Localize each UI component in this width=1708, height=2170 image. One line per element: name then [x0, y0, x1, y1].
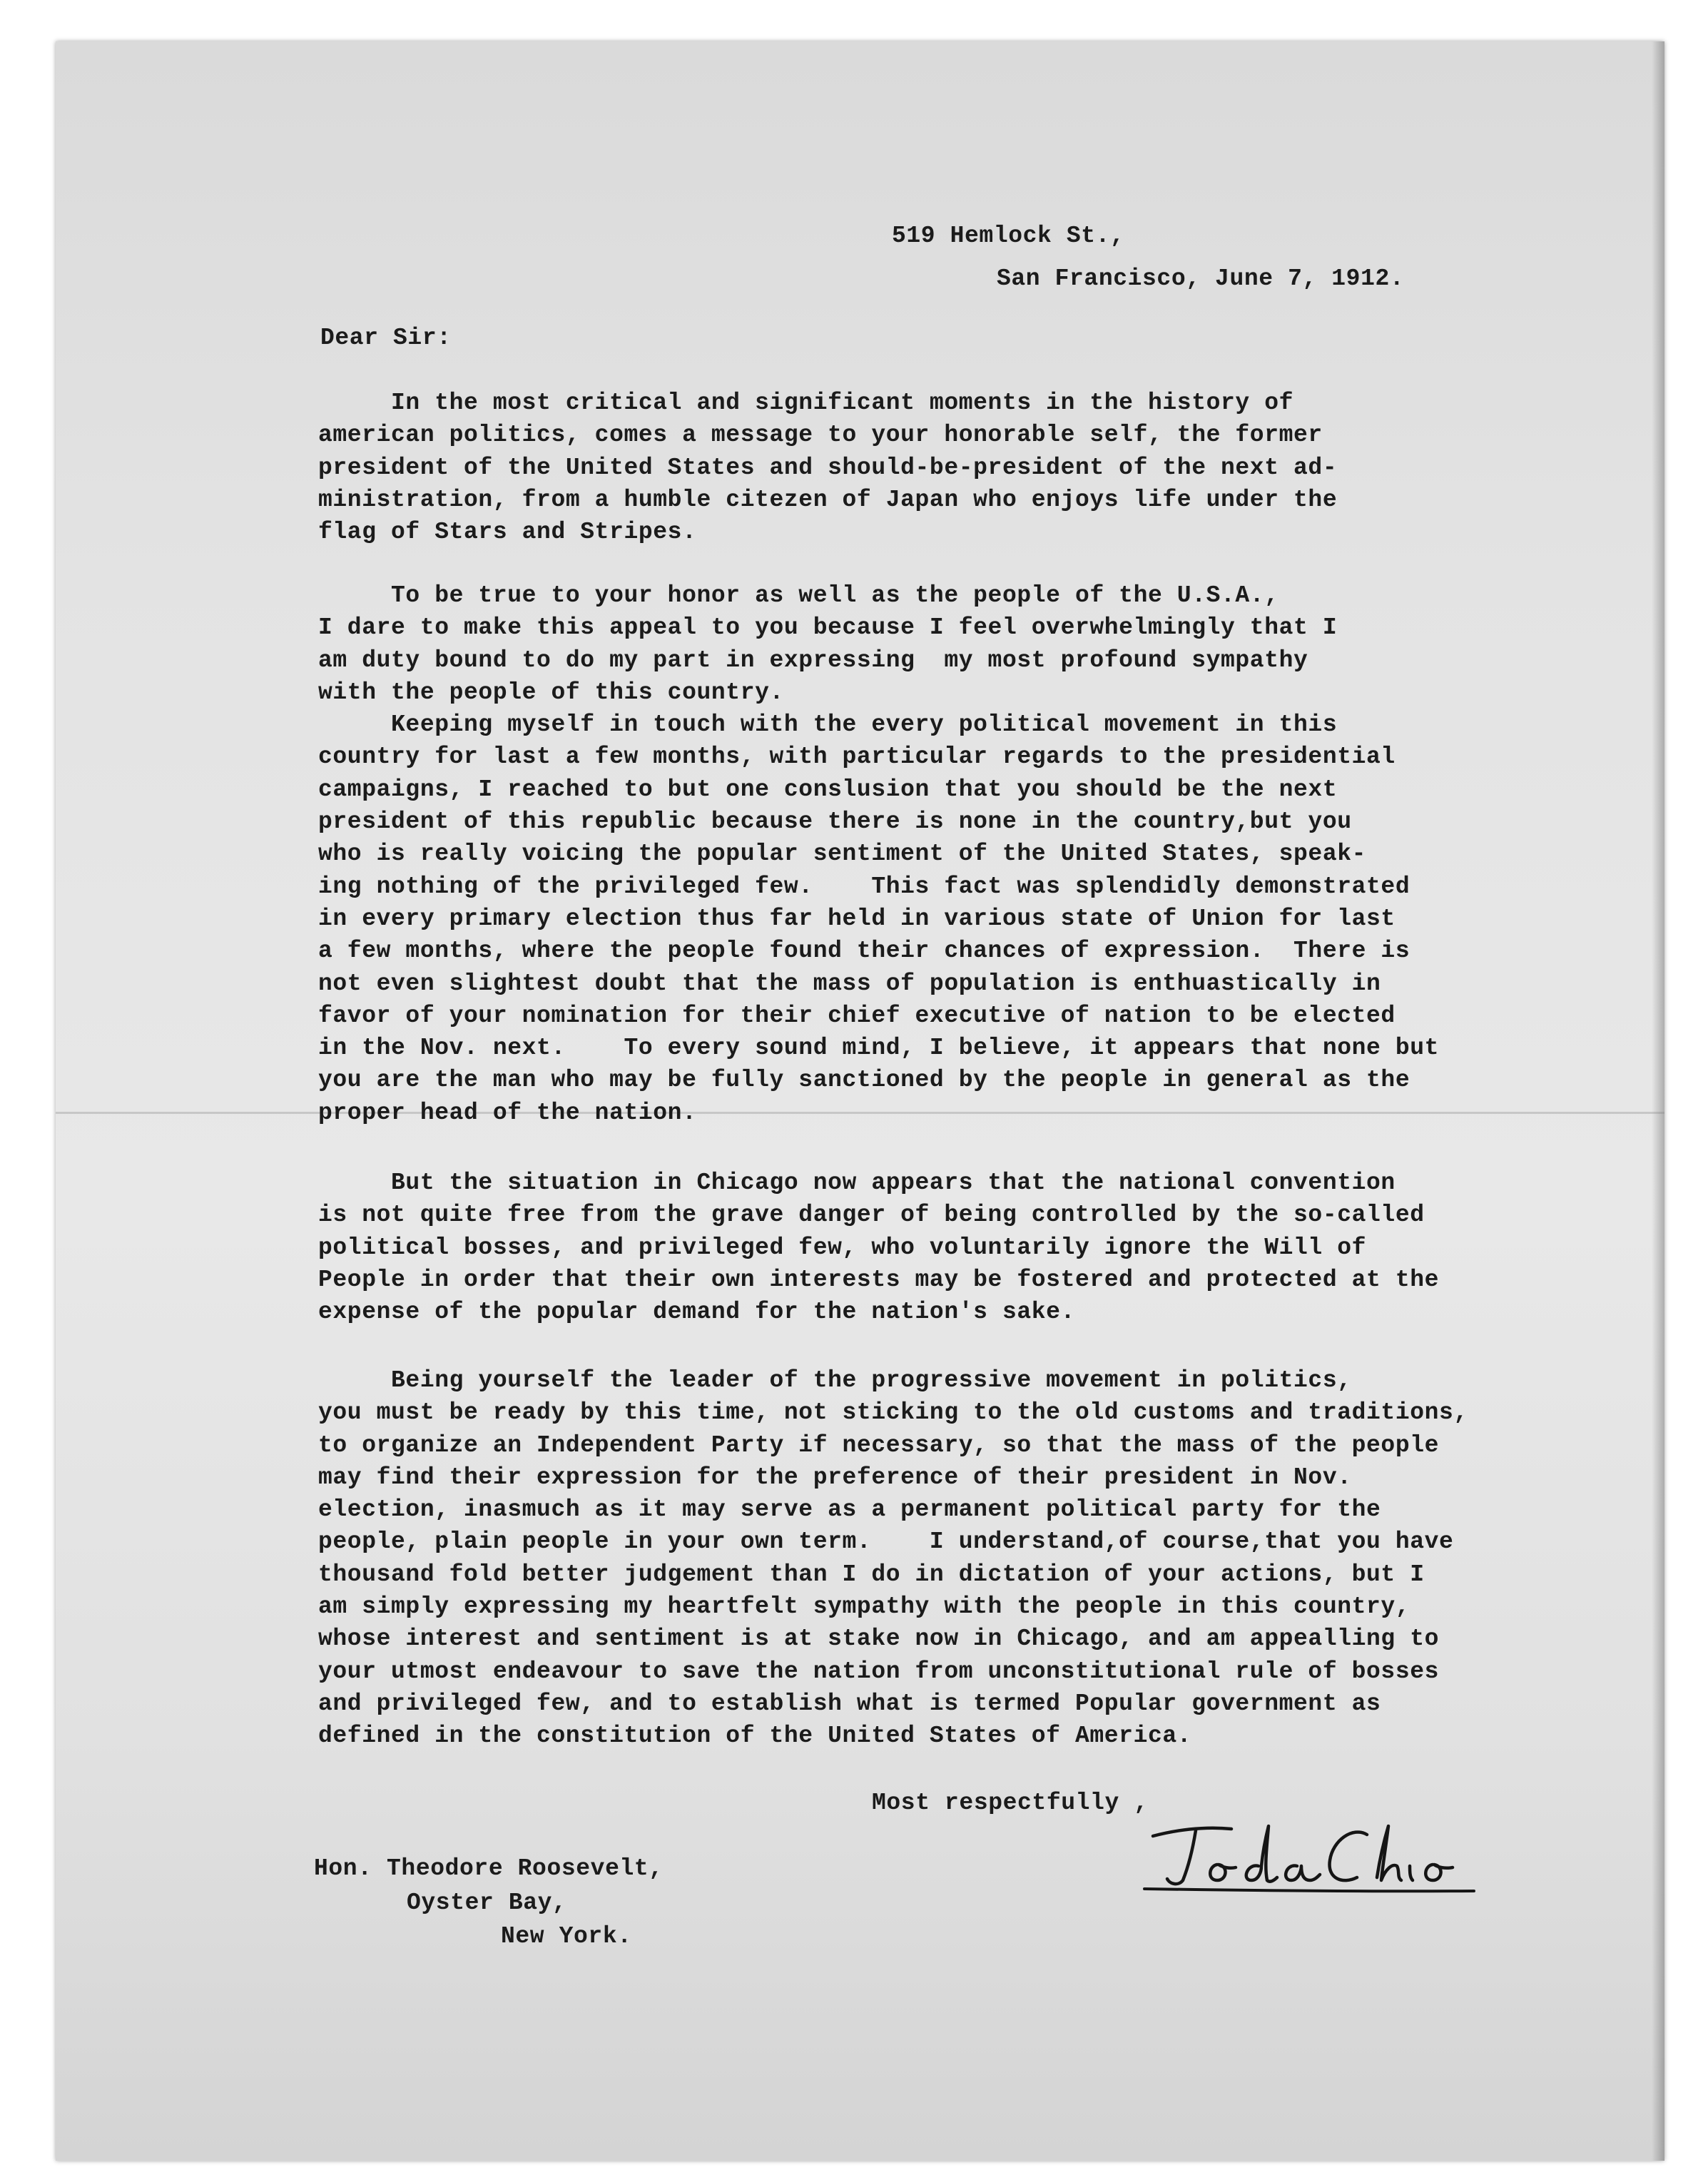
- paragraph-4: [318, 1364, 1468, 1753]
- text-line: president of this republic because there is none in the country,but you: [318, 808, 1352, 836]
- text-line: you are the man who may be fully sanctioned by the people in general as the: [318, 1067, 1410, 1094]
- text-line: not even slightest doubt that the mass of population is enthuastically in: [318, 970, 1381, 997]
- paragraph-1: [318, 387, 1337, 548]
- text-line: who is really voicing the popular sentiment of the United States, speak-: [318, 841, 1367, 868]
- text-line: in the Nov. next. To every sound mind, I believe, it appears that none but: [318, 1035, 1440, 1062]
- text-line: people, plain people in your own term. I understand,of course,that you have: [318, 1528, 1454, 1556]
- text-line: am duty bound to do my part in expressing my most profound sympathy: [318, 647, 1308, 674]
- text-line: defined in the constitution of the United States of America.: [318, 1723, 1192, 1750]
- text-line: campaigns, I reached to but one conslusion that you should be the next: [318, 776, 1338, 803]
- text-line: Being yourself the leader of the progressive movement in politics,: [318, 1367, 1352, 1394]
- text-line: a few months, where the people found their chances of expression. There is: [318, 938, 1410, 965]
- text-line: am simply expressing my heartfelt sympathy with the people in this country,: [318, 1593, 1410, 1621]
- text-line: favor of your nomination for their chief executive of nation to be elected: [318, 1002, 1396, 1029]
- text-line: flag of Stars and Stripes.: [318, 519, 697, 546]
- paper-edge-shadow: [1652, 41, 1664, 2161]
- text-line: is not quite free from the grave danger of being controlled by the so-called: [318, 1202, 1425, 1229]
- text-line: american politics, comes a message to your honorable self, the former: [318, 422, 1323, 449]
- text-line: thousand fold better judgement than I do in dictation of your actions, but I: [318, 1561, 1425, 1588]
- text-line: But the situation in Chicago now appears that the national convention: [318, 1170, 1396, 1196]
- text-line: ministration, from a humble citezen of Japan who enjoys life under the: [318, 486, 1338, 513]
- salutation: Dear Sir:: [320, 325, 452, 351]
- text-line: in every primary election thus far held in various state of Union for last: [318, 905, 1396, 932]
- place-and-date: San Francisco, June 7, 1912.: [997, 265, 1405, 292]
- text-line: Keeping myself in touch with the every political movement in this: [318, 711, 1338, 739]
- text-line: proper head of the nation.: [318, 1099, 697, 1126]
- addressee-city: Oyster Bay,: [407, 1890, 567, 1916]
- text-line: People in order that their own interests may be fostered and protected at the: [318, 1266, 1440, 1293]
- text-line: may find their expression for the preference of their president in Nov.: [318, 1464, 1352, 1491]
- addressee-state: New York.: [501, 1923, 632, 1950]
- text-line: I dare to make this appeal to you because I feel overwhelmingly that I: [318, 614, 1338, 642]
- closing: Most respectfully ,: [872, 1790, 1149, 1816]
- text-line: president of the United States and should-be-president of the next ad-: [318, 454, 1338, 481]
- paragraph-3: [318, 1167, 1439, 1328]
- text-line: In the most critical and significant moments in the history of: [318, 390, 1294, 416]
- text-line: whose interest and sentiment is at stake now in Chicago, and am appealling to: [318, 1626, 1440, 1653]
- text-line: ing nothing of the privileged few. This fact was splendidly demonstrated: [318, 873, 1410, 900]
- paragraph-2: [318, 579, 1439, 1129]
- text-line: you must be ready by this time, not sticking to the old customs and traditions,: [318, 1399, 1468, 1426]
- text-line: To be true to your honor as well as the people of the U.S.A.,: [318, 582, 1279, 609]
- text-line: to organize an Independent Party if necessary, so that the mass of the people: [318, 1431, 1440, 1459]
- handwritten-signature: [1139, 1809, 1481, 1895]
- text-line: with the people of this country.: [318, 679, 784, 706]
- text-line: election, inasmuch as it may serve as a permanent political party for the: [318, 1496, 1381, 1523]
- text-line: political bosses, and privileged few, who voluntarily ignore the Will of: [318, 1234, 1367, 1261]
- text-line: country for last a few months, with particular regards to the presidential: [318, 744, 1396, 771]
- sender-address: 519 Hemlock St.,: [892, 223, 1125, 249]
- text-line: and privileged few, and to establish what is termed Popular government as: [318, 1690, 1381, 1717]
- addressee-name: Hon. Theodore Roosevelt,: [314, 1855, 664, 1882]
- text-line: expense of the popular demand for the nation's sake.: [318, 1299, 1075, 1326]
- text-line: your utmost endeavour to save the nation from unconstitutional rule of bosses: [318, 1658, 1440, 1685]
